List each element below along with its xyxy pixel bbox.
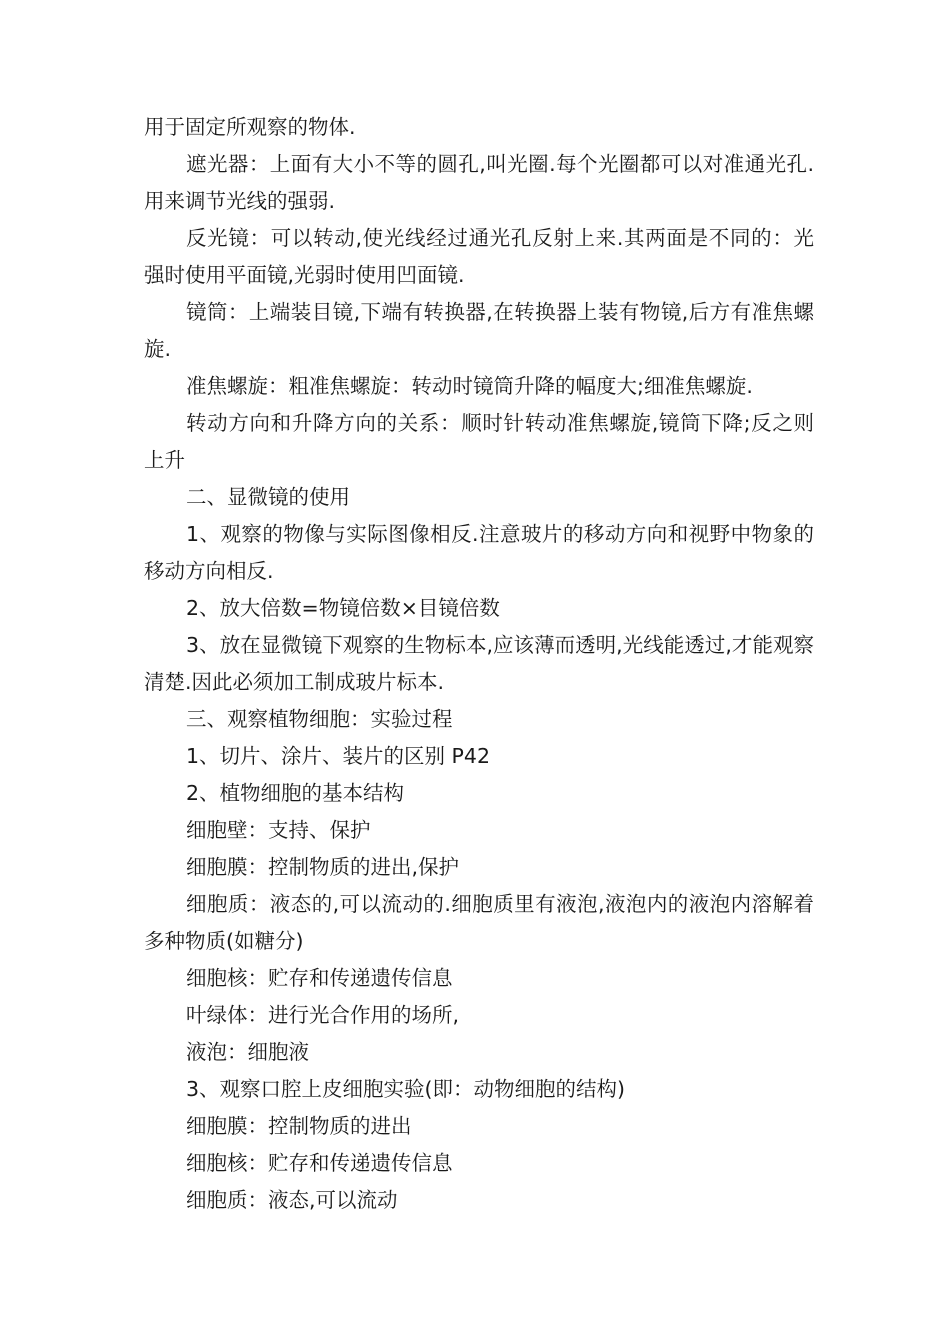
paragraph: 细胞膜：控制物质的进出: [186, 1114, 412, 1138]
paragraph: 细胞膜：控制物质的进出,保护: [186, 855, 460, 879]
paragraph: 2、植物细胞的基本结构: [186, 781, 405, 805]
document-body: [144, 109, 814, 1219]
section-heading: 二、显微镜的使用: [186, 485, 350, 509]
paragraph: 遮光器：上面有大小不等的圆孔,叫光圈.每个光圈都可以对准通光孔.用来调节光线的强弱.: [144, 152, 814, 213]
paragraph: 准焦螺旋：粗准焦螺旋：转动时镜筒升降的幅度大;细准焦螺旋.: [186, 374, 753, 398]
paragraph: 液泡：细胞液: [186, 1040, 309, 1064]
paragraph: 细胞质：液态,可以流动: [186, 1188, 398, 1212]
paragraph: 反光镜：可以转动,使光线经过通光孔反射上来.其两面是不同的：光强时使用平面镜,光弱时使用凹面镜.: [144, 226, 814, 287]
paragraph: 2、放大倍数=物镜倍数×目镜倍数: [186, 596, 500, 620]
paragraph: 3、放在显微镜下观察的生物标本,应该薄而透明,光线能透过,才能观察清楚.因此必须加工制成玻片标本.: [144, 633, 814, 694]
paragraph: 细胞核：贮存和传递遗传信息: [186, 966, 453, 990]
paragraph: 1、切片、涂片、装片的区别 P42: [186, 744, 491, 768]
paragraph: 3、观察口腔上皮细胞实验(即：动物细胞的结构): [186, 1077, 626, 1101]
paragraph: 用于固定所观察的物体.: [144, 115, 356, 139]
paragraph: 镜筒：上端装目镜,下端有转换器,在转换器上装有物镜,后方有准焦螺旋.: [144, 300, 814, 361]
paragraph: 细胞核：贮存和传递遗传信息: [186, 1151, 453, 1175]
paragraph: 细胞质：液态的,可以流动的.细胞质里有液泡,液泡内的液泡内溶解着多种物质(如糖分): [144, 892, 814, 953]
section-heading: 三、观察植物细胞：实验过程: [186, 707, 453, 731]
paragraph: 叶绿体：进行光合作用的场所,: [186, 1003, 460, 1027]
paragraph: 转动方向和升降方向的关系：顺时针转动准焦螺旋,镜筒下降;反之则上升: [144, 411, 814, 472]
paragraph: 1、观察的物像与实际图像相反.注意玻片的移动方向和视野中物象的移动方向相反.: [144, 522, 814, 583]
paragraph: 细胞壁：支持、保护: [186, 818, 371, 842]
